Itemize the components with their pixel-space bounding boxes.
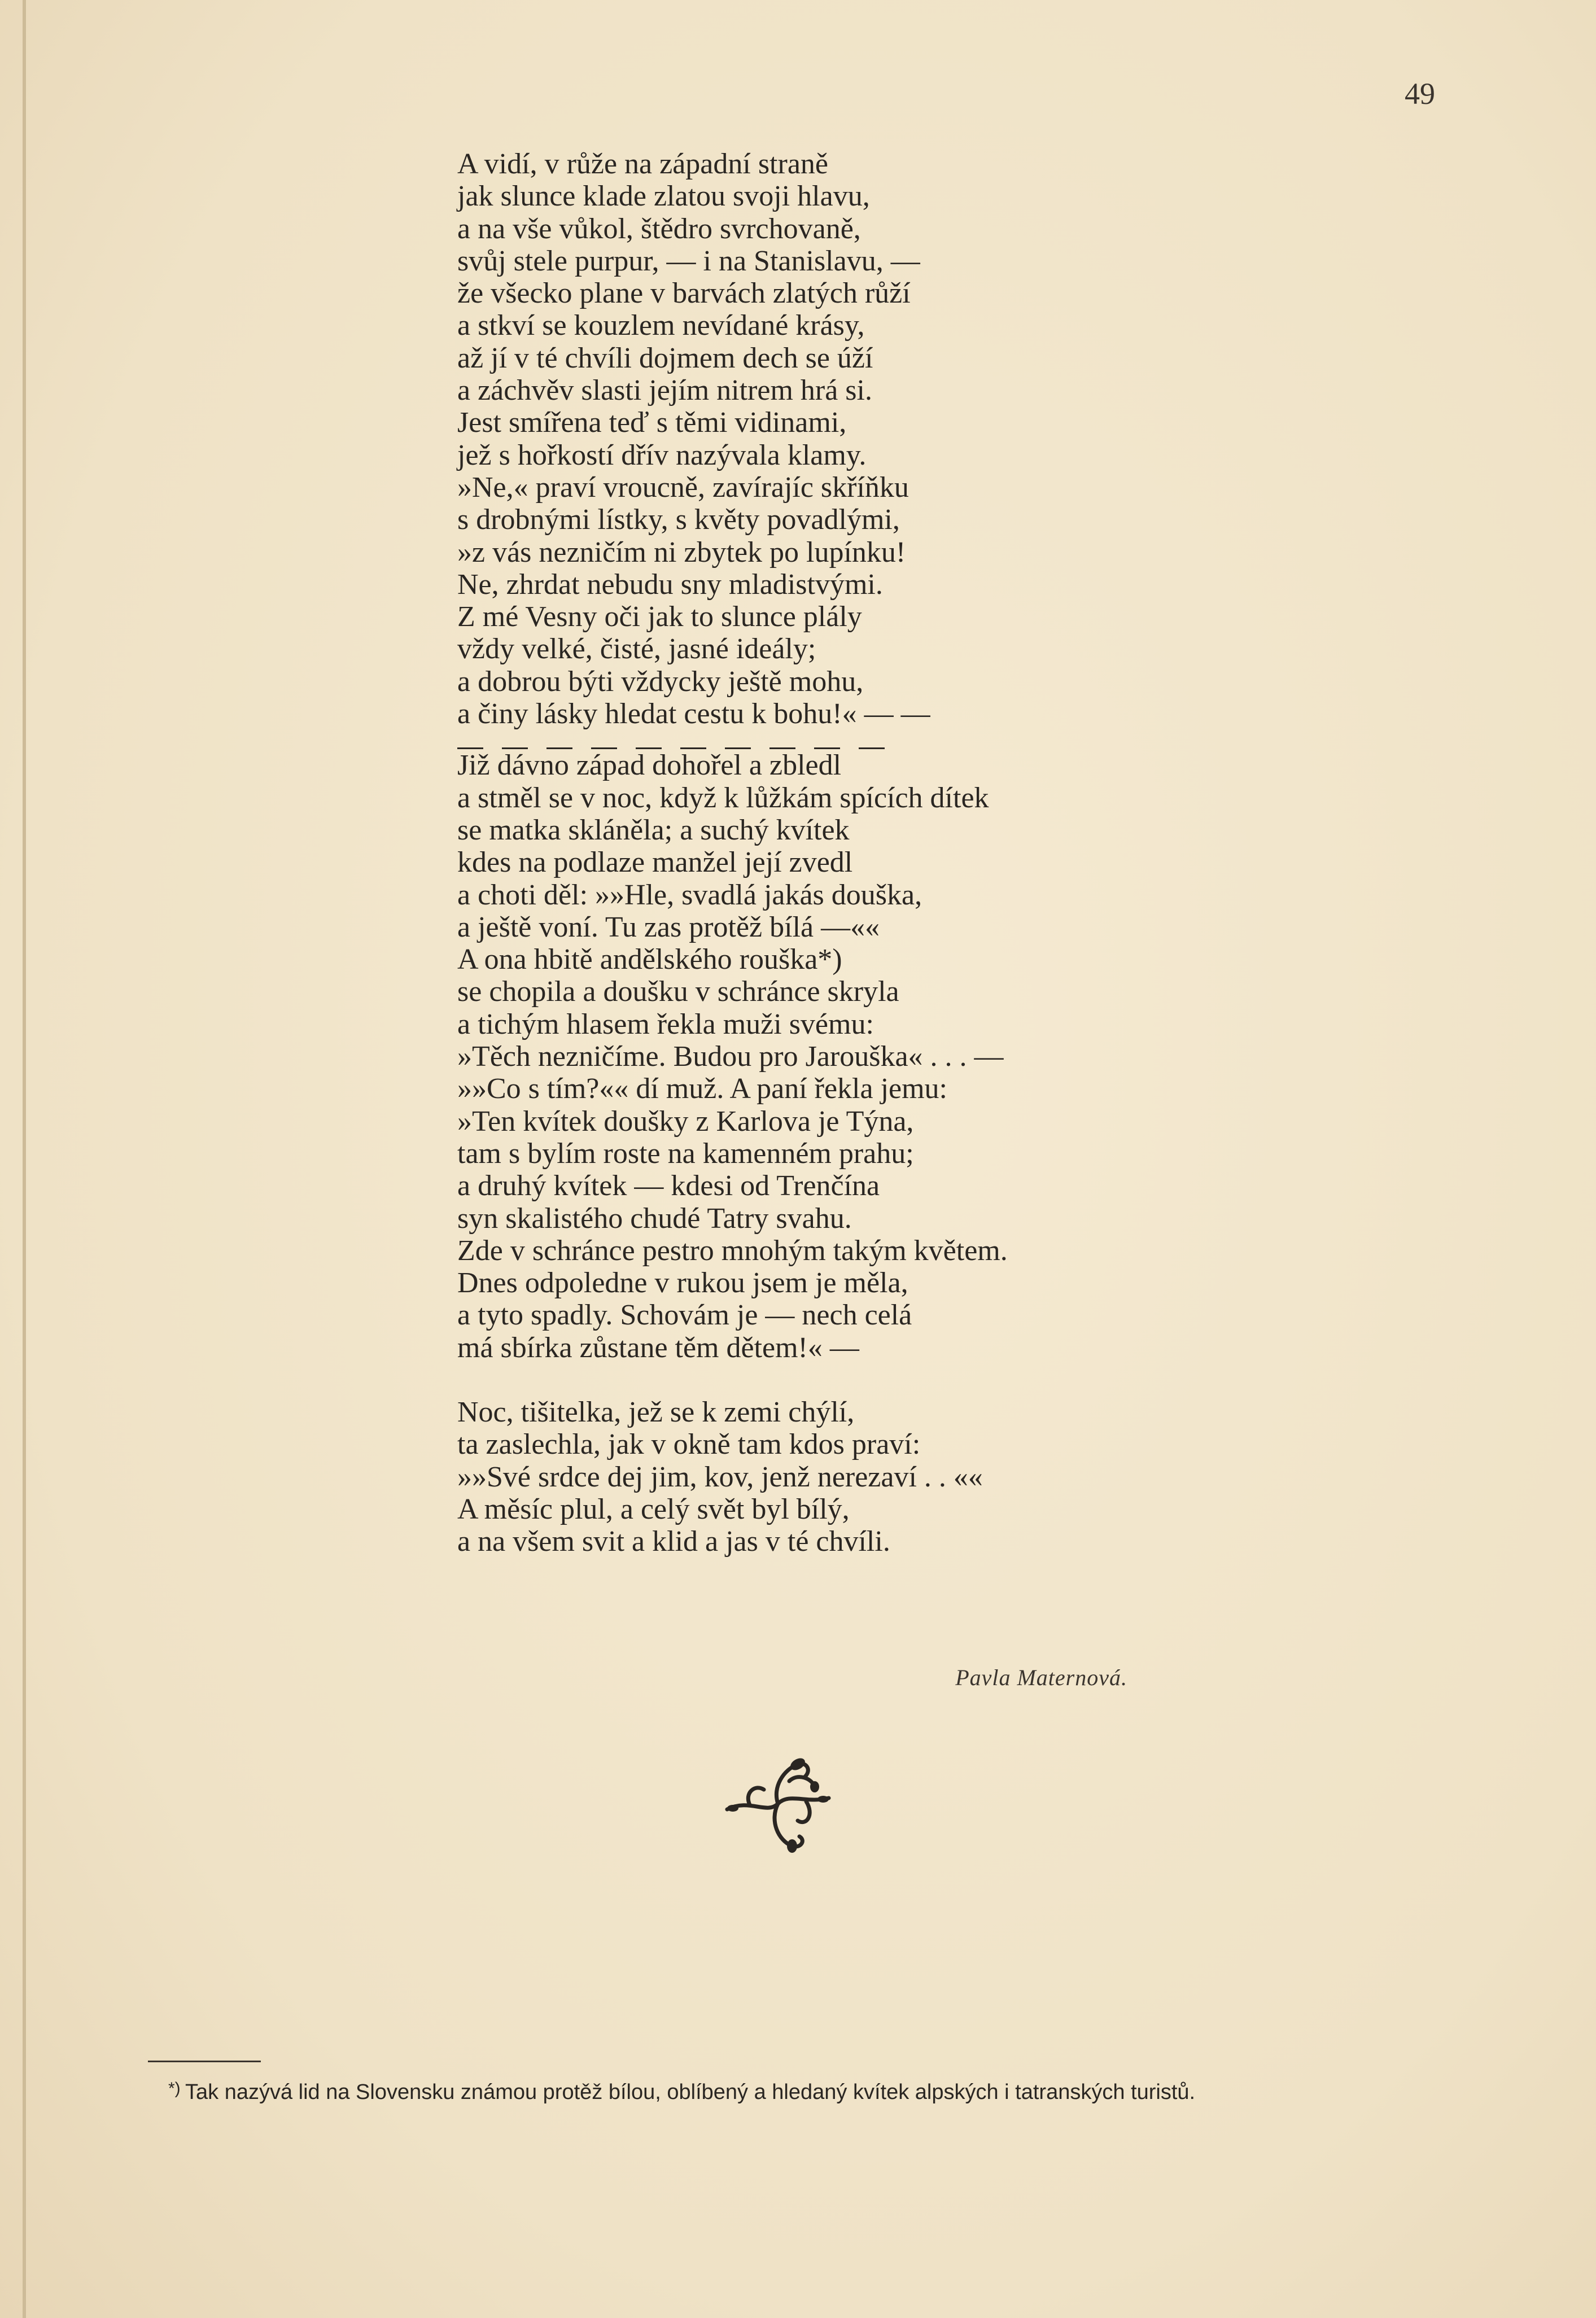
poem-line: a záchvěv slasti jejím nitrem hrá si.: [457, 374, 872, 407]
stanza-2: [457, 749, 1473, 1364]
poem-line: »Těch nezničíme. Budou pro Jarouška« . . . —: [457, 1040, 1004, 1073]
poem-line: jež s hořkostí dřív nazývala klamy.: [457, 439, 867, 471]
poem-line: svůj stele purpur, — i na Stanislavu, —: [457, 244, 920, 277]
poem-line: a na všem svit a klid a jas v té chvíli.: [457, 1525, 890, 1558]
poem-line: Noc, tišitelka, jež se k zemi chýlí,: [457, 1396, 855, 1428]
poem-line: A vidí, v růže na západní straně: [457, 148, 828, 180]
poem-line: »»Co s tím?«« dí muž. A paní řekla jemu:: [457, 1073, 948, 1105]
footnote: [168, 2079, 1433, 2106]
poem-line: A ona hbitě andělského rouška*): [457, 943, 842, 976]
poem-line: jak slunce klade zlatou svoji hlavu,: [457, 180, 870, 213]
poem-line: a dobrou býti vždycky ještě mohu,: [457, 665, 864, 698]
poem-body: [457, 148, 1473, 1558]
poem-line: má sbírka zůstane těm dětem!« —: [457, 1331, 859, 1364]
poem-line: a na vše vůkol, štědro svrchovaně,: [457, 212, 861, 245]
poem-line: A měsíc plul, a celý svět byl bílý,: [457, 1493, 850, 1525]
footnote-rule: [148, 2061, 261, 2062]
poem-line: Jest smířena teď s těmi vidinami,: [457, 406, 847, 439]
poem-line: Již dávno západ dohořel a zbledl: [457, 749, 842, 782]
poem-line: tam s bylím roste na kamenném prahu;: [457, 1137, 914, 1170]
poem-line: »z vás nezničím ni zbytek po lupínku!: [457, 536, 906, 568]
poem-line: »Ten kvítek doušky z Karlova je Týna,: [457, 1105, 914, 1138]
footnote-marker: *): [168, 2079, 181, 2098]
page-number: 49: [1405, 77, 1435, 111]
poem-line: syn skalistého chudé Tatry svahu.: [457, 1202, 852, 1235]
poem-line: a činy lásky hledat cestu k bohu!« — —: [457, 698, 930, 731]
poem-line: Z mé Vesny oči jak to slunce plály: [457, 601, 862, 633]
poem-line: a stměl se v noc, když k lůžkám spících dítek: [457, 781, 989, 814]
poem-line: a ještě voní. Tu zas protěž bílá —««: [457, 911, 880, 943]
poem-line: Dnes odpoledne v rukou jsem je měla,: [457, 1267, 908, 1300]
poem-line: až jí v té chvíli dojmem dech se úží: [457, 342, 873, 374]
author-signature: Pavla Maternová.: [955, 1665, 1127, 1690]
poem-line: a druhý kvítek — kdesi od Trenčína: [457, 1170, 880, 1202]
stanza-1: [457, 148, 1473, 730]
separator-dashes: [457, 732, 1473, 749]
poem-line: vždy velké, čisté, jasné ideály;: [457, 633, 816, 666]
poem-line: a tyto spadly. Schovám je — nech celá: [457, 1299, 912, 1332]
poem-line: Ne, zhrdat nebudu sny mladistvými.: [457, 568, 883, 601]
footnote-text: Tak nazývá lid na Slovensku známou protěž bílou, oblíbený a hledaný kvítek alpských i tatranských turistů.: [185, 2080, 1196, 2104]
poem-line: kdes na podlaze manžel její zvedl: [457, 846, 853, 879]
stanza-3: [457, 1396, 1473, 1558]
poem-line: a tichým hlasem řekla muži svému:: [457, 1008, 874, 1040]
poem-line: s drobnými lístky, s květy povadlými,: [457, 504, 900, 536]
poem-line: ta zaslechla, jak v okně tam kdos praví:: [457, 1428, 921, 1461]
poem-line: se chopila a doušku v schránce skryla: [457, 976, 899, 1008]
poem-line: »»Své srdce dej jim, kov, jenž nerezaví . . ««: [457, 1460, 983, 1493]
poem-line: se matka skláněla; a suchý kvítek: [457, 814, 850, 846]
poem-line: a choti děl: »»Hle, svadlá jakás douška,: [457, 878, 922, 911]
poem-line: a stkví se kouzlem nevídané krásy,: [457, 309, 865, 342]
binding-edge: [23, 0, 26, 2318]
poem-line: že všecko plane v barvách zlatých růží: [457, 277, 911, 310]
separator-dash: [859, 747, 885, 749]
floral-ornament-icon: [716, 1747, 840, 1860]
poem-line: Zde v schránce pestro mnohým takým květem.: [457, 1234, 1008, 1267]
poem-line: »Ne,« praví vroucně, zavírajíc skříňku: [457, 471, 909, 504]
